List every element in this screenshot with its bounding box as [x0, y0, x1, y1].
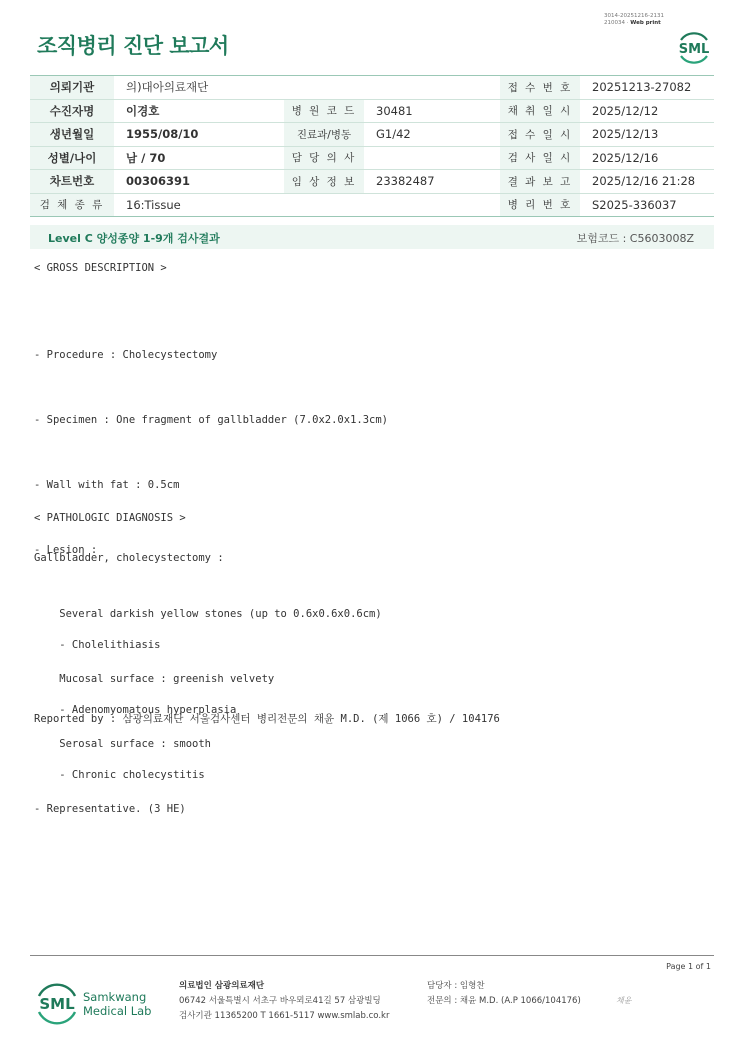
footer-org: 의료법인 삼광의료재단 — [179, 981, 265, 991]
print-info: 3014-20251216-2131 210034 · Web print — [604, 13, 664, 26]
info-row — [30, 123, 714, 147]
label-birth-date: 생년월일 — [30, 123, 114, 147]
value-accession-no: 20251213-27082 — [580, 76, 714, 100]
report-title: 조직병리 진단 보고서 — [37, 34, 229, 58]
company-name-line1: Samkwang — [83, 990, 147, 1004]
value-result-report: 2025/12/16 21:28 — [580, 170, 714, 194]
insurance-code: 보험코드 : C5603008Z — [576, 232, 694, 245]
value-requesting-org: 의)대아의료재단 — [114, 76, 500, 100]
info-row — [30, 99, 714, 123]
diagnosis-heading: < PATHOLOGIC DIAGNOSIS > — [34, 512, 186, 524]
value-collection-date: 2025/12/12 — [580, 99, 714, 123]
value-birth-date: 1955/08/10 — [114, 123, 284, 147]
value-hospital-code: 30481 — [364, 99, 500, 123]
info-row — [30, 76, 714, 100]
patient-info-table — [30, 75, 714, 217]
page-number: Page 1 of 1 — [666, 962, 711, 971]
label-collection-date: 채 취 일 시 — [500, 99, 580, 123]
label-requesting-org: 의뢰기관 — [30, 76, 114, 100]
label-specimen-type: 검 체 종 류 — [30, 193, 114, 217]
footer-staff-info — [427, 979, 581, 1009]
value-patient-name: 이경호 — [114, 99, 284, 123]
footer-address: 06742 서울특별시 서초구 바우뫼로41길 57 삼광빌딩 — [179, 996, 381, 1006]
logo-text: SML — [678, 42, 710, 57]
label-hospital-code: 병 원 코 드 — [284, 99, 364, 123]
label-test-date: 검 사 일 시 — [500, 146, 580, 170]
diagnosis-item: - Adenomyomatous hyperplasia — [34, 703, 237, 716]
footer-manager: 담당자 : 임형찬 — [427, 981, 485, 991]
gross-line: - Representative. (3 HE) — [34, 802, 186, 815]
gross-line: - Procedure : Cholecystectomy — [34, 349, 218, 362]
print-info-mode: Web print — [630, 20, 661, 26]
diagnosis-item: - Chronic cholecystitis — [34, 768, 205, 781]
print-info-id: 3014-20251216-2131 — [604, 13, 664, 19]
diagnosis-list — [34, 592, 236, 808]
test-name: Level C 양성종양 1-9개 검사결과 — [48, 232, 220, 245]
label-pathology-no: 병 리 번 호 — [500, 193, 580, 217]
value-chart-no: 00306391 — [114, 170, 284, 194]
value-physician — [364, 146, 500, 170]
diagnosis-item: - Cholelithiasis — [34, 639, 161, 652]
company-name-line2: Medical Lab — [83, 1004, 152, 1018]
footer-contact: 검사기관 11365200 T 1661-5117 www.smlab.co.kr — [179, 1011, 390, 1021]
value-received-date: 2025/12/13 — [580, 123, 714, 147]
value-sex-age: 남 / 70 — [114, 146, 284, 170]
value-department: G1/42 — [364, 123, 500, 147]
label-clinical-info: 임 상 정 보 — [284, 170, 364, 194]
sml-logo — [673, 26, 715, 66]
info-row — [30, 193, 714, 217]
value-test-date: 2025/12/16 — [580, 146, 714, 170]
label-received-date: 접 수 일 시 — [500, 123, 580, 147]
gross-line: - Specimen : One fragment of gallbladder (7.0x2.0x1.3cm) — [34, 413, 389, 426]
gross-line: Several darkish yellow stones (up to 0.6x0.6x0.6cm) — [34, 608, 382, 621]
gross-line: - Lesion : — [34, 543, 98, 556]
label-patient-name: 수진자명 — [30, 99, 114, 123]
gross-line: Serosal surface : smooth — [34, 737, 212, 750]
label-physician: 담 당 의 사 — [284, 146, 364, 170]
info-row — [30, 146, 714, 170]
info-row — [30, 170, 714, 194]
footer-specialist: 전문의 : 채윤 M.D. (A.P 1066/104176) — [427, 996, 581, 1006]
gross-line: - Wall with fat : 0.5cm — [34, 478, 180, 491]
value-specimen-type: 16:Tissue — [114, 193, 500, 217]
samkwang-logo — [36, 980, 156, 1026]
value-pathology-no: S2025-336037 — [580, 193, 714, 217]
label-chart-no: 차트번호 — [30, 170, 114, 194]
footer-divider — [30, 955, 714, 956]
reported-by: Reported by : 삼광의료재단 서울검사센터 병리전문의 채윤 M.D. (제 1066 호) / 104176 — [34, 713, 500, 725]
label-sex-age: 성별/나이 — [30, 146, 114, 170]
value-clinical-info: 23382487 — [364, 170, 500, 194]
label-department: 진료과/병동 — [284, 123, 364, 147]
diagnosis-site: Gallbladder, cholecystectomy : — [34, 552, 224, 564]
gross-heading: < GROSS DESCRIPTION > — [34, 262, 167, 274]
label-accession-no: 접 수 번 호 — [500, 76, 580, 100]
gross-line: Mucosal surface : greenish velvety — [34, 673, 275, 686]
result-bar — [30, 225, 714, 249]
signature: 채윤 — [616, 996, 632, 1005]
print-info-code: 210034 — [604, 20, 625, 26]
label-result-report: 결 과 보 고 — [500, 170, 580, 194]
footer-org-info — [179, 979, 389, 1024]
foot-logo-text: SML — [39, 995, 75, 1013]
